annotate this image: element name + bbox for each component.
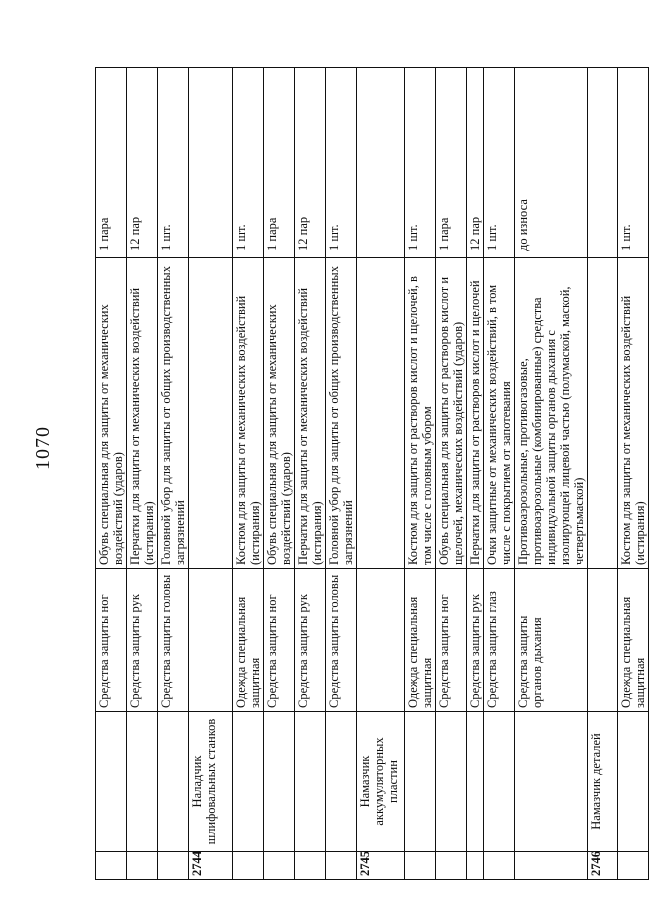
ppe-item: Перчатки для защиты от механических воздействий (истирания): [295, 258, 326, 569]
ppe-category: Средства защиты глаз: [484, 569, 515, 712]
ppe-norms-table: [95, 67, 649, 880]
table-row: [405, 68, 436, 880]
ppe-item: [357, 258, 405, 569]
ppe-category: [357, 569, 405, 712]
ppe-item: Обувь специальная для защиты от растворов кислот и щелочей, механических воздействий (ударов): [436, 258, 467, 569]
ppe-category: Средства защиты головы: [158, 569, 189, 712]
ppe-item: Костюм для защиты от механических воздействий (истирания): [233, 258, 264, 569]
ppe-category: [189, 569, 233, 712]
row-number: [515, 852, 588, 880]
table-row: [158, 68, 189, 880]
ppe-item: [189, 258, 233, 569]
profession-name: [484, 712, 515, 852]
ppe-category: Средства защиты ног: [436, 569, 467, 712]
profession-name: Наладчик шлифовальных станков: [189, 712, 233, 852]
profession-name: [618, 712, 649, 852]
ppe-category: [588, 569, 618, 712]
ppe-item: Перчатки для защиты от растворов кислот и щелочей: [467, 258, 484, 569]
issue-norm: до износа: [515, 68, 588, 258]
profession-name: [515, 712, 588, 852]
profession-name: [405, 712, 436, 852]
profession-name: Намазчик деталей: [588, 712, 618, 852]
ppe-item: Противоаэрозольные, противогазовые, противоаэрозольные (комбинированные) средства индивидуальной защиты органов дыхания с изолирующей лицевой частью (полумаской, маской, четвертьмаской): [515, 258, 588, 569]
table-row: [588, 68, 618, 880]
issue-norm: 1 шт.: [618, 68, 649, 258]
table-row: [127, 68, 158, 880]
table-row: [326, 68, 357, 880]
row-number: 2746: [588, 852, 618, 880]
row-number: 2744: [189, 852, 233, 880]
row-number: [467, 852, 484, 880]
profession-name: [158, 712, 189, 852]
ppe-category: Средства защиты рук: [467, 569, 484, 712]
issue-norm: 1 шт.: [158, 68, 189, 258]
table-row: [233, 68, 264, 880]
row-number: [618, 852, 649, 880]
profession-name: [127, 712, 158, 852]
issue-norm: [189, 68, 233, 258]
table-row: [467, 68, 484, 880]
ppe-category: Одежда специальная защитная: [405, 569, 436, 712]
row-number: [436, 852, 467, 880]
profession-name: [326, 712, 357, 852]
table-row: [436, 68, 467, 880]
ppe-category: Одежда специальная защитная: [618, 569, 649, 712]
issue-norm: 12 пар: [467, 68, 484, 258]
table-row: [357, 68, 405, 880]
row-number: [484, 852, 515, 880]
profession-name: [233, 712, 264, 852]
issue-norm: 1 шт.: [484, 68, 515, 258]
issue-norm: [357, 68, 405, 258]
ppe-item: Обувь специальная для защиты от механических воздействий (ударов): [96, 258, 127, 569]
ppe-item: Костюм для защиты от растворов кислот и щелочей, в том числе с головным убором: [405, 258, 436, 569]
ppe-item: [588, 258, 618, 569]
ppe-category: Средства защиты рук: [295, 569, 326, 712]
issue-norm: 1 пара: [96, 68, 127, 258]
issue-norm: 1 шт.: [233, 68, 264, 258]
ppe-norms-table-sheet: [95, 68, 647, 880]
table-row: [484, 68, 515, 880]
ppe-item: Костюм для защиты от механических воздействий (истирания): [618, 258, 649, 569]
ppe-category: Средства защиты ног: [264, 569, 295, 712]
issue-norm: 1 пара: [264, 68, 295, 258]
issue-norm: [588, 68, 618, 258]
profession-name: [264, 712, 295, 852]
table-row: [264, 68, 295, 880]
issue-norm: 12 пар: [295, 68, 326, 258]
ppe-item: Головной убор для защиты от общих производственных загрязнений: [158, 258, 189, 569]
ppe-item: Головной убор для защиты от общих производственных загрязнений: [326, 258, 357, 569]
table-row: [295, 68, 326, 880]
page-number: 1070: [32, 426, 54, 470]
ppe-category: Средства защиты головы: [326, 569, 357, 712]
row-number: [233, 852, 264, 880]
ppe-category: Средства защиты органов дыхания: [515, 569, 588, 712]
table-row: [515, 68, 588, 880]
row-number: [158, 852, 189, 880]
row-number: [127, 852, 158, 880]
row-number: [295, 852, 326, 880]
ppe-category: Средства защиты ног: [96, 569, 127, 712]
row-number: [264, 852, 295, 880]
ppe-category: Средства защиты рук: [127, 569, 158, 712]
profession-name: Намазчик аккумуляторных пластин: [357, 712, 405, 852]
table-row: [189, 68, 233, 880]
row-number: [405, 852, 436, 880]
row-number: [326, 852, 357, 880]
row-number: [96, 852, 127, 880]
row-number: 2745: [357, 852, 405, 880]
table-row: [618, 68, 649, 880]
profession-name: [467, 712, 484, 852]
ppe-item: Очки защитные от механических воздействий, в том числе с покрытием от запотевания: [484, 258, 515, 569]
profession-name: [436, 712, 467, 852]
ppe-item: Перчатки для защиты от механических воздействий (истирания): [127, 258, 158, 569]
ppe-item: Обувь специальная для защиты от механических воздействий (ударов): [264, 258, 295, 569]
issue-norm: 1 шт.: [326, 68, 357, 258]
profession-name: [96, 712, 127, 852]
issue-norm: 1 пара: [436, 68, 467, 258]
ppe-category: Одежда специальная защитная: [233, 569, 264, 712]
issue-norm: 12 пар: [127, 68, 158, 258]
table-row: [96, 68, 127, 880]
profession-name: [295, 712, 326, 852]
issue-norm: 1 шт.: [405, 68, 436, 258]
